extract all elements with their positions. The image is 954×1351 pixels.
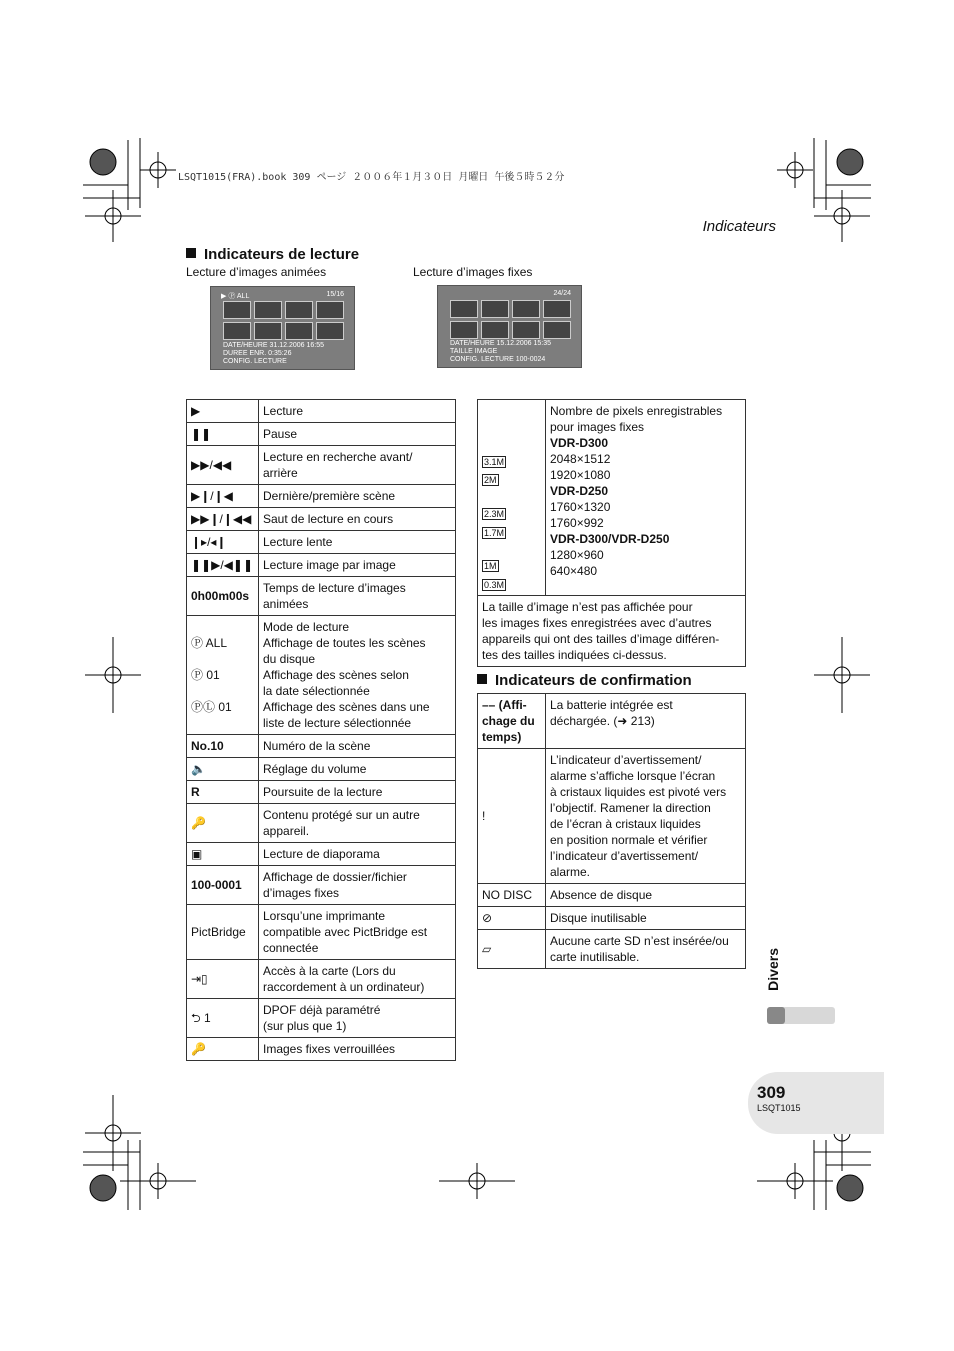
indicator-icon-cell: Ⓟ ALL Ⓟ 01 ⓅⓁ 01 [187,616,259,735]
indicator-desc-cell: Lecture lente [259,531,456,554]
table-row [187,960,456,999]
table-row [478,930,746,969]
table-row [478,694,746,749]
indicator-desc-cell: L’indicateur d’avertissement/ alarme s’affiche lorsque l’écran à cristaux liquides est pivoté vers l’objectif. Ramener la direction de l’écran à cristaux liquides en position normale et vérifier l’indicateur d’avertissement/ alarme. [546,749,746,884]
indicator-desc-cell: Mode de lecture Affichage de toutes les scènes du disque Affichage des scènes selon la date sélectionnée Affichage des scènes dans une liste de lecture sélectionnée [259,616,456,735]
indicator-desc-cell: Saut de lecture en cours [259,508,456,531]
indicator-desc-cell: Lorsqu’une imprimante compatible avec PictBridge est connectée [259,905,456,960]
confirmation-indicators-table [477,693,746,969]
size-0-3m-icon: 0.3M [484,580,505,590]
indicator-desc-cell: La batterie intégrée est déchargée. (➜ 213) [546,694,746,749]
indicator-icon-cell: ⇥▯ [187,960,259,999]
indicator-icon-cell: ▣ [187,843,259,866]
indicator-desc-cell: Lecture image par image [259,554,456,577]
table-row [187,866,456,905]
indicator-desc-cell: DPOF déjà paramétré (sur plus que 1) [259,999,456,1038]
table-row [478,596,746,667]
indicator-desc-cell: Lecture [259,400,456,423]
indicator-icon-cell: ❚❚▶/◀❚❚ [187,554,259,577]
size-3-1m-icon: 3.1M [484,457,505,467]
still-playback-screen: 24/24 DATE/HEURE 15.12.2006 15:35 TAILLE IMAGE CONFIG. LECTURE 100-0024 [437,285,582,368]
indicator-icon-cell: ❚❚ [187,423,259,446]
page-code: LSQT1015 [757,1103,801,1113]
indicator-icon-cell: R [187,781,259,804]
indicator-icon-cell [478,400,546,596]
indicator-desc-cell: Absence de disque [546,884,746,907]
size-2m-icon: 2M [484,475,497,485]
indicator-icon-cell: NO DISC [478,884,546,907]
table-row [478,400,746,596]
pixel-count-table [477,399,746,667]
print-job-header: LSQT1015(FRA).book 309 ページ ２００６年１月３０日 月曜日 午後５時５２分 [178,172,565,183]
table-row [187,554,456,577]
indicator-icon-cell: 0h00m00s [187,577,259,616]
square-bullet-icon [186,248,196,258]
indicator-icon-cell: ▱ [478,930,546,969]
table-row [478,749,746,884]
indicator-desc-cell: Réglage du volume [259,758,456,781]
indicator-icon-cell: ▶❙/❙◀ [187,485,259,508]
table-row [187,758,456,781]
indicator-desc-cell: Temps de lecture d’images animées [259,577,456,616]
indicator-desc-cell: Affichage de dossier/fichier d’images fixes [259,866,456,905]
table-row [187,531,456,554]
indicator-desc-cell: Accès à la carte (Lors du raccordement à un ordinateur) [259,960,456,999]
indicator-desc-cell: Lecture en recherche avant/ arrière [259,446,456,485]
indicator-icon-cell: ❙▸/◂❙ [187,531,259,554]
playback-section-title: Indicateurs de lecture [186,246,359,263]
table-row [187,804,456,843]
indicator-icon-cell: 🔈 [187,758,259,781]
table-row [478,907,746,930]
table-row [187,999,456,1038]
size-1-7m-icon: 1.7M [484,528,505,538]
table-row [187,781,456,804]
indicator-icon-cell: 🔑 [187,804,259,843]
indicator-icon-cell: ⮌ 1 [187,999,259,1038]
indicator-icon-cell: ▶▶❙/❙◀◀ [187,508,259,531]
indicator-icon-cell: PictBridge [187,905,259,960]
table-row [187,400,456,423]
side-tab-label: Divers [765,948,781,991]
indicator-desc-cell: Dernière/première scène [259,485,456,508]
size-1m-icon: 1M [484,561,497,571]
indicator-icon-cell: 🔑 [187,1038,259,1061]
table-row [478,884,746,907]
indicator-icon-cell: ▶▶/◀◀ [187,446,259,485]
indicator-icon-cell: –– (Affi- chage du temps) [478,694,546,749]
square-bullet-icon [477,674,487,684]
indicator-icon-cell: ! [478,749,546,884]
table-row [187,446,456,485]
table-row [187,616,456,735]
still-playback-caption: Lecture d’images fixes [413,265,533,279]
table-row [187,735,456,758]
indicator-desc-cell: Disque inutilisable [546,907,746,930]
table-row [187,905,456,960]
indicator-desc-cell: Numéro de la scène [259,735,456,758]
pixel-note: La taille d’image n’est pas affichée pour les images fixes enregistrées avec d’autres appareils qui ont des tailles d’image différen- tes des tailles indiquées ci-dessus. [478,596,746,667]
table-row [187,423,456,446]
indicator-icon-cell: ▶ [187,400,259,423]
table-row [187,485,456,508]
indicator-icon-cell: ⊘ [478,907,546,930]
table-row [187,577,456,616]
movie-playback-caption: Lecture d’images animées [186,265,327,279]
playback-indicators-table [186,399,456,1061]
confirmation-section-title: Indicateurs de confirmation [477,672,692,689]
page-number: 309 [757,1083,786,1102]
indicator-desc-cell: Contenu protégé sur un autre appareil. [259,804,456,843]
indicator-desc-cell: Pause [259,423,456,446]
table-row [187,843,456,866]
section-header: Indicateurs [702,218,776,235]
indicator-icon-cell: 100-0001 [187,866,259,905]
indicator-desc-cell: Poursuite de la lecture [259,781,456,804]
table-row [187,508,456,531]
movie-playback-screen: ▶ Ⓟ ALL 15/16 DATE/HEURE 31.12.2006 16:55 DUREE ENR. 0:35:26 CONFIG. LECTURE [210,286,355,370]
indicator-desc-cell: Lecture de diaporama [259,843,456,866]
indicator-desc-cell: Aucune carte SD n’est insérée/ou carte inutilisable. [546,930,746,969]
indicator-desc-cell: Images fixes verrouillées [259,1038,456,1061]
table-row [187,1038,456,1061]
side-tab-marker [767,1007,835,1024]
thumbnail-grid [450,300,571,339]
indicator-icon-cell: No.10 [187,735,259,758]
size-2-3m-icon: 2.3M [484,509,505,519]
thumbnail-grid [223,301,344,340]
indicator-desc-cell: Nombre de pixels enregistrables pour images fixes VDR-D300 2048×1512 1920×1080 VDR-D250 1760×1320 1760×992 VDR-D300/VDR-D250 1280×960 640×480 [546,400,746,596]
